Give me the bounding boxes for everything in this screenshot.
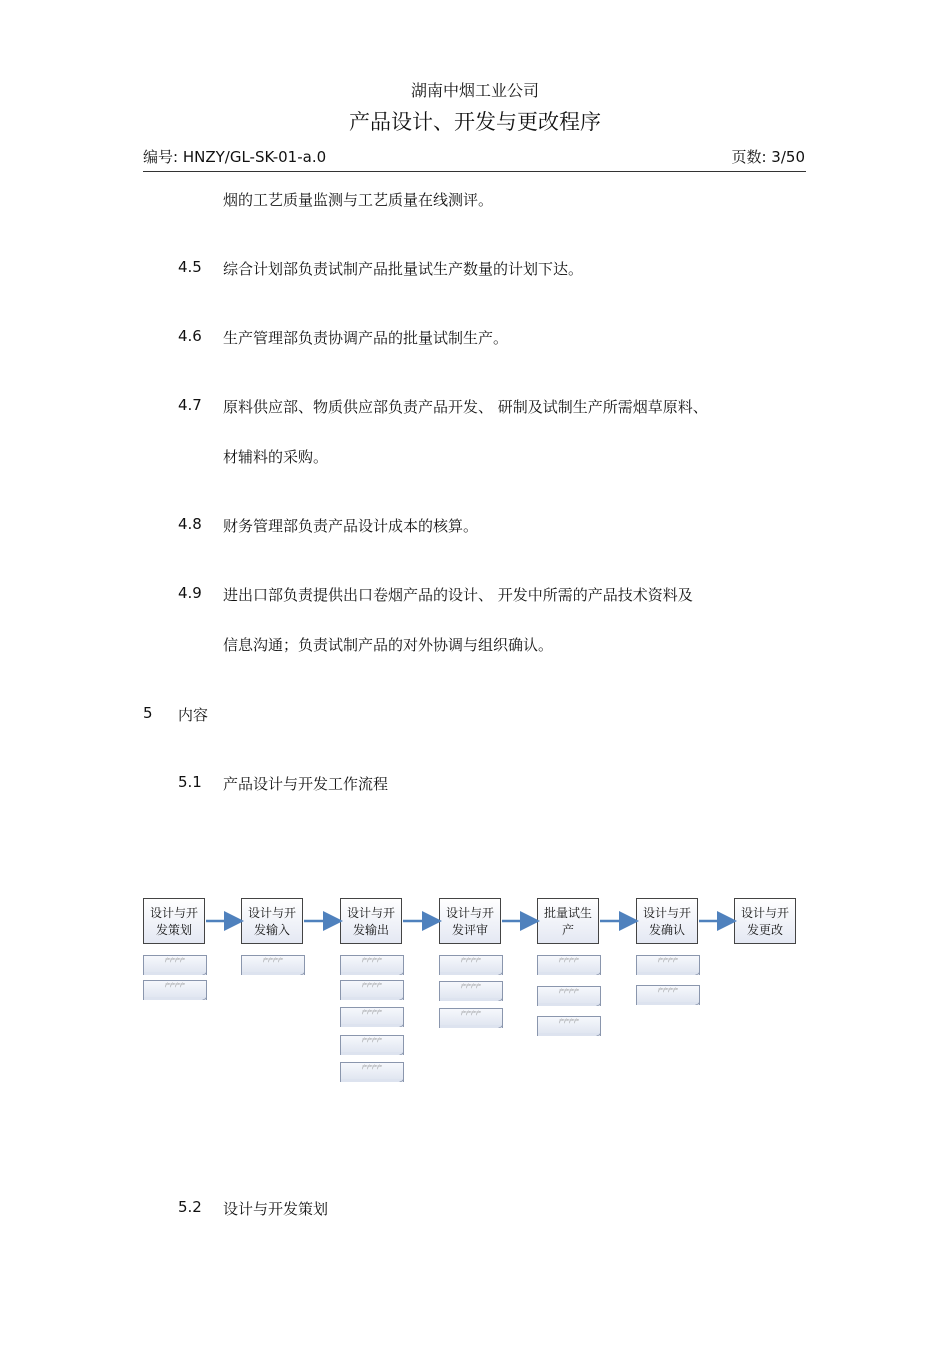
item-text: 原料供应部、物质供应部负责产品开发、 研制及试制生产所需烟草原料、 [223,398,708,416]
document-shape: 产产产产 [537,986,601,1006]
continued-paragraph: 烟的工艺质量监测与工艺质量在线测评。 [223,191,494,209]
document-shape: 产产产产 [439,981,503,1001]
document-shape: 产产产产 [636,955,700,975]
flow-step-validation: 设计与开发确认 [636,898,698,944]
document-shape: 产产产产 [439,1008,503,1028]
flow-step-change: 设计与开发更改 [734,898,796,944]
flow-step-planning: 设计与开发策划 [143,898,205,944]
company-name: 湖南中烟工业公司 [410,81,539,100]
subsection-number: 5.1 [178,773,202,791]
document-shape: 产产产产 [340,1035,404,1055]
document-shape: 产产产产 [241,955,305,975]
document-number: 编号: HNZY/GL-SK-01-a.0 [143,148,327,166]
item-text: 进出口部负责提供出口卷烟产品的设计、 开发中所需的产品技术资料及 [223,586,693,604]
flow-step-output: 设计与开发输出 [340,898,402,944]
item-number: 4.8 [178,515,202,533]
item-text-continued: 材辅料的采购。 [223,448,329,466]
document-shape: 产产产产 [340,955,404,975]
document-shape: 产产产产 [340,1062,404,1082]
item-number: 4.7 [178,396,202,414]
item-number: 4.6 [178,327,202,345]
document-shape: 产产产产 [340,1007,404,1027]
item-text: 生产管理部负责协调产品的批量试制生产。 [223,329,509,347]
document-shape: 产产产产 [439,955,503,975]
item-text: 财务管理部负责产品设计成本的核算。 [223,517,479,535]
document-title: 产品设计、开发与更改程序 [349,110,601,134]
document-shape: 产产产产 [537,1016,601,1036]
page-number: 页数: 3/50 [731,148,805,166]
document-shape: 产产产产 [636,985,700,1005]
subsection-number: 5.2 [178,1198,202,1216]
document-shape: 产产产产 [143,955,207,975]
subsection-heading: 产品设计与开发工作流程 [223,775,389,793]
item-text-continued: 信息沟通；负责试制产品的对外协调与组织确认。 [223,636,554,654]
document-shape: 产产产产 [537,955,601,975]
item-text: 综合计划部负责试制产品批量试生产数量的计划下达。 [223,260,584,278]
document-shape: 产产产产 [340,980,404,1000]
flow-step-review: 设计与开发评审 [439,898,501,944]
flow-step-trial-production: 批量试生产 [537,898,599,944]
section-number: 5 [143,704,153,722]
section-heading: 内容 [178,706,209,724]
flow-step-input: 设计与开发输入 [241,898,303,944]
document-shape: 产产产产 [143,980,207,1000]
item-number: 4.9 [178,584,202,602]
item-number: 4.5 [178,258,202,276]
subsection-heading: 设计与开发策划 [223,1200,329,1218]
